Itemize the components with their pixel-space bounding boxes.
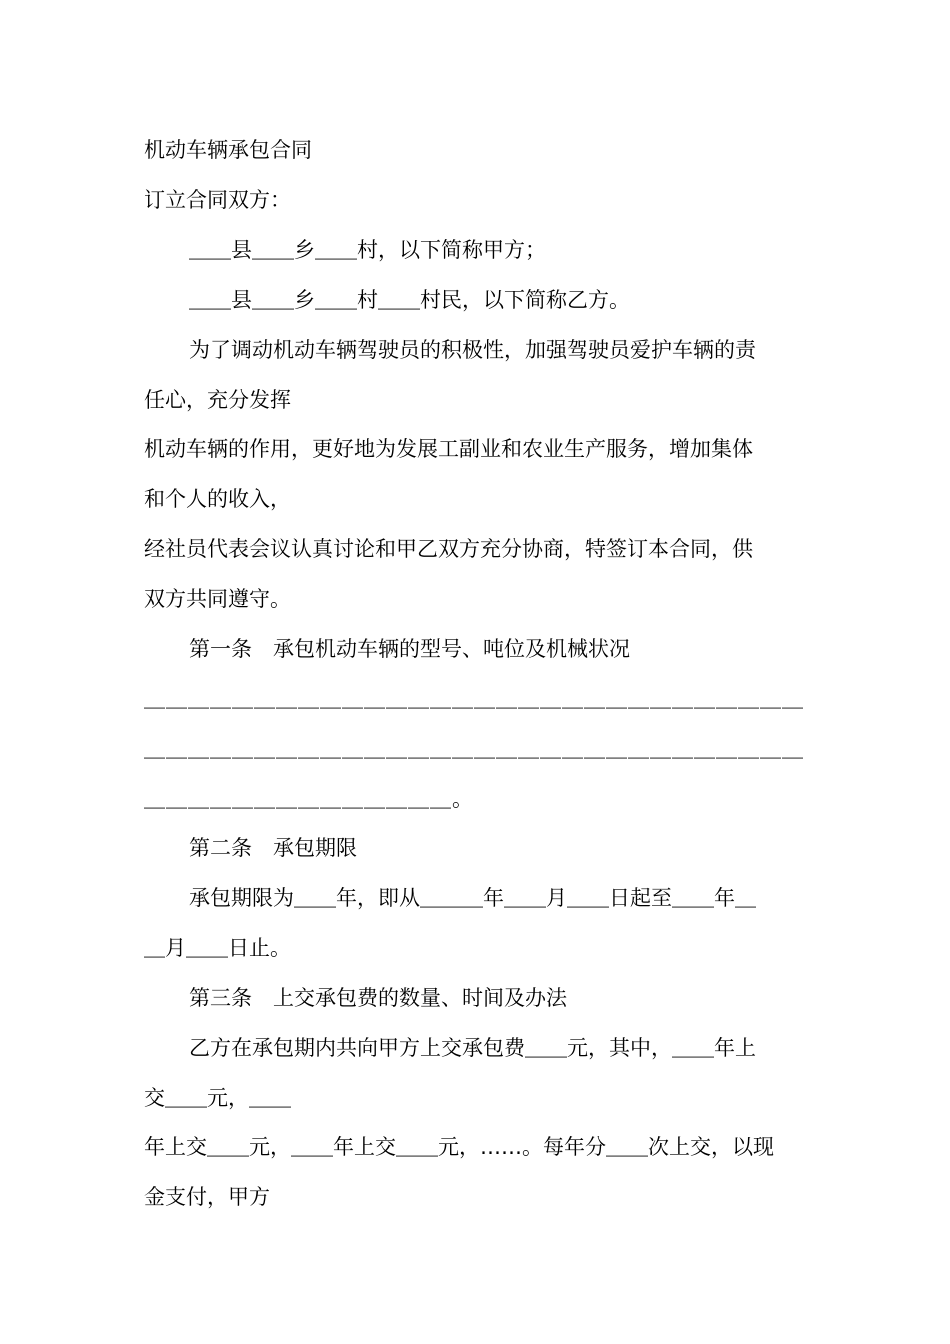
text-line: 承包期限为＿＿年，即从＿＿＿年＿＿月＿＿日起至＿＿年＿ (189, 886, 756, 910)
text-line: ＿＿县＿＿乡＿＿村，以下简称甲方； (189, 238, 546, 262)
text-line: ＿月＿＿日止。 (144, 936, 291, 960)
text-line: 订立合同双方： (144, 188, 291, 212)
text-line: 为了调动机动车辆驾驶员的积极性，加强驾驶员爱护车辆的责 (189, 338, 756, 362)
text-line: ＿＿县＿＿乡＿＿村＿＿村民，以下简称乙方。 (189, 288, 630, 312)
text-line: 和个人的收入， (144, 487, 291, 511)
document-title: 机动车辆承包合同 (144, 138, 312, 162)
text-line: 经社员代表会议认真讨论和甲乙双方充分协商，特签订本合同，供 (144, 537, 753, 561)
text-line: 双方共同遵守。 (144, 587, 291, 611)
section-heading: 第一条 承包机动车辆的型号、吨位及机械状况 (189, 637, 630, 661)
text-line: 机动车辆的作用，更好地为发展工副业和农业生产服务，增加集体 (144, 437, 753, 461)
blank-fill-line: ＿＿＿＿＿＿＿＿＿＿＿＿＿＿。 (144, 787, 474, 811)
blank-fill-line: ＿＿＿＿＿＿＿＿＿＿＿＿＿＿＿＿＿＿＿＿＿＿＿＿＿＿＿＿＿＿ (144, 737, 804, 761)
section-heading: 第三条 上交承包费的数量、时间及办法 (189, 986, 567, 1010)
text-line: 金支付，甲方 (144, 1185, 270, 1209)
text-line: 乙方在承包期内共向甲方上交承包费＿＿元，其中，＿＿年上 (189, 1036, 756, 1060)
text-line: 交＿＿元，＿＿ (144, 1086, 291, 1110)
text-line: 年上交＿＿元，＿＿年上交＿＿元，……。每年分＿＿次上交，以现 (144, 1135, 774, 1159)
text-line: 任心，充分发挥 (144, 388, 291, 412)
blank-fill-line: ＿＿＿＿＿＿＿＿＿＿＿＿＿＿＿＿＿＿＿＿＿＿＿＿＿＿＿＿＿＿ (144, 687, 804, 711)
section-heading: 第二条 承包期限 (189, 836, 357, 860)
